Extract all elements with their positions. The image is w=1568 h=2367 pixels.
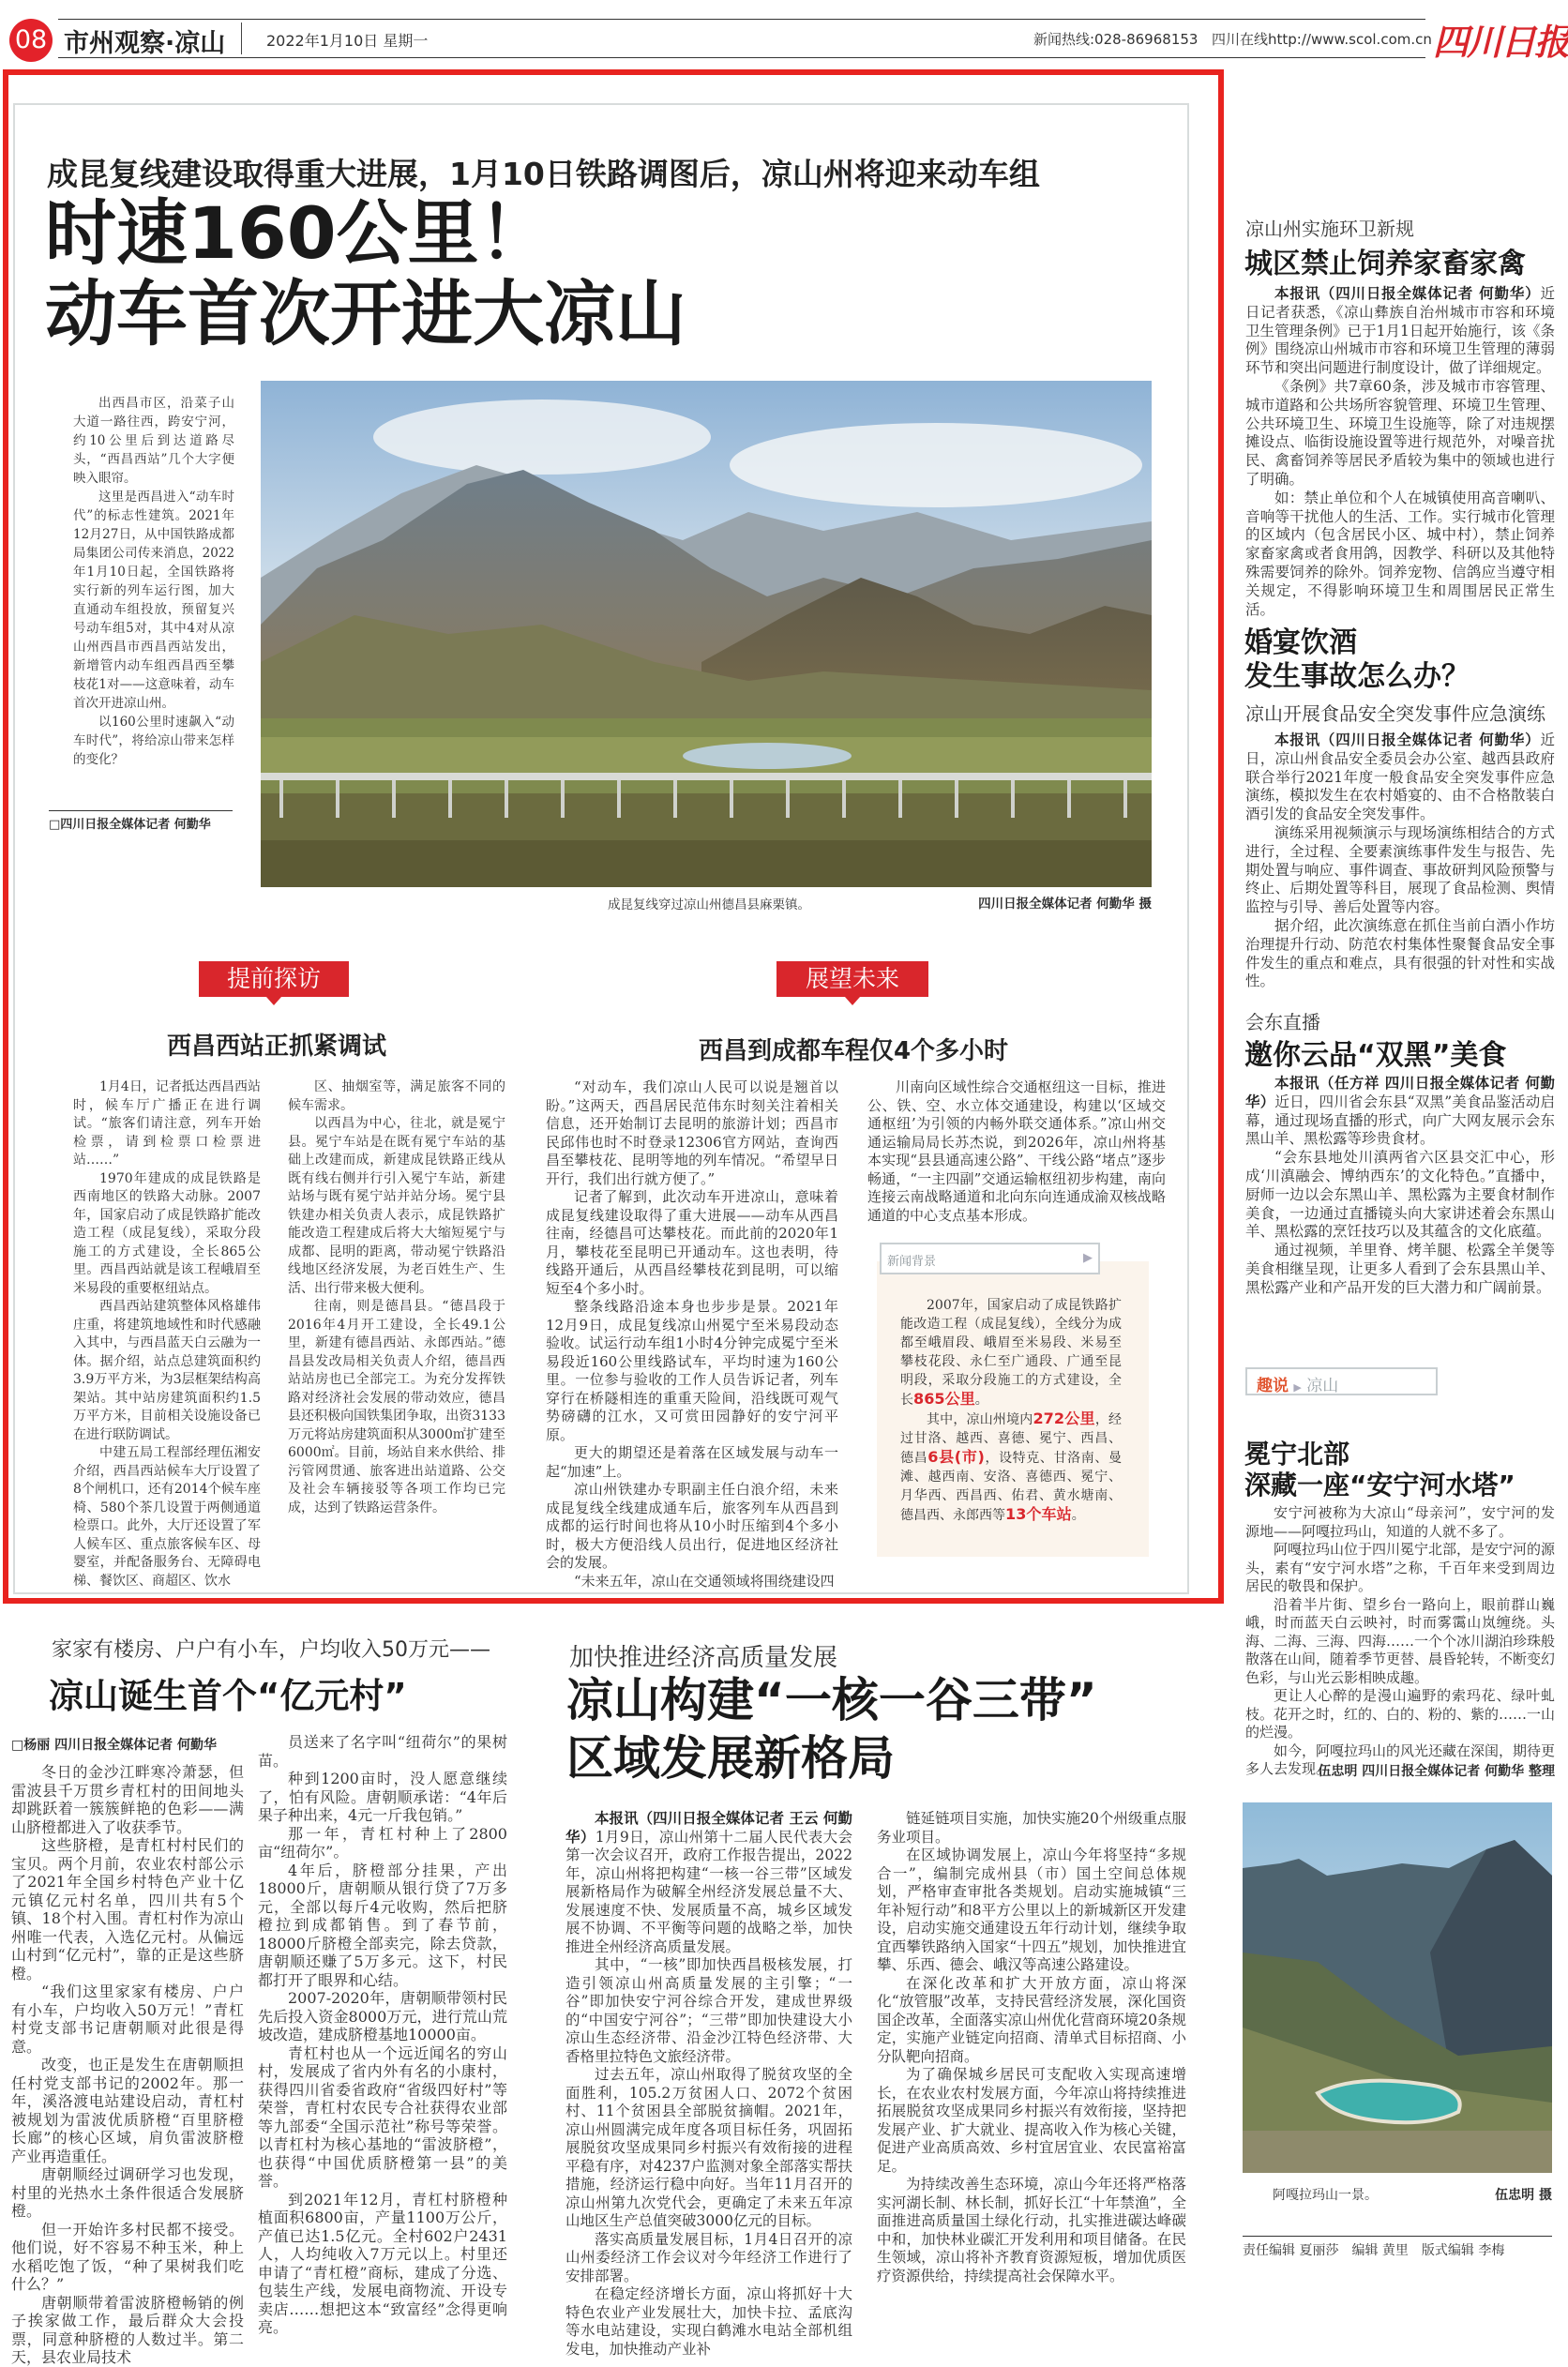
news-background-label-box	[880, 1243, 1100, 1274]
paragraph: 2007-2020年，唐朝顺带领村民先后投入资金8000万元，进行荒山荒坡改造，建成脐橙基地10000亩。	[258, 1989, 507, 2043]
column-tag-label: 趣说	[1257, 1377, 1289, 1395]
paragraph: 中建五局工程部经理伍湘安介绍，西昌西站候车大厅设置了8个闸机口，还有2014个候车座椅、580个茶几设置于两侧通道检票口。此外，大厅还设置了军人候车区、重点旅客候车区、母婴室，并配备服务台、无障碍电梯、餐饮区、商超区、饮水	[73, 1445, 261, 1589]
lead-story-title-line2: 动车首次开进大凉山	[45, 272, 686, 355]
paragraph: 其中，“一核”即加快西昌极核发展，打造引领凉山州高质量发展的主引擎；“一谷”即加快安宁河谷综合开发，建成世界级的“中国安宁河谷”；“三带”即加快建设大小凉山生态经济带、沿金沙江特色经济带、大香格里拉特色文旅经济带。	[565, 1956, 852, 2065]
sidebar-story2-title-line1: 婚宴饮酒	[1244, 626, 1357, 659]
economy-story-kicker: 加快推进经济高质量发展	[569, 1644, 838, 1672]
sidebar-story4-credit: 伍忠明 四川日报全媒体记者 何勤华 整理	[1318, 1764, 1555, 1779]
paragraph: 到2021年12月，青杠村脐橙种植面积6800亩，产量1100万公斤，产值已达1.5亿元。全村602户2431人，人均纯收入7万元以上。村里还申请了“青杠橙”商标，建成了分选、包装生产线，发展电商物流、开设专卖店……想把这本“致富经”念得更响亮。	[258, 2190, 507, 2336]
header-bottom-rule	[58, 57, 1425, 58]
sidebar-story2-body	[1245, 731, 1555, 990]
paragraph: 往南，则是德昌县。“德昌段于2016年4月开工建设，全长49.1公里，新建有德昌西站、永郎西站。”德昌县发改局相关负责人介绍，德昌西站站房也已全部完工。为充分发挥铁路对经济社会发展的带动效应，德昌县还积极向国铁集团争取，出资3133万元将站房建筑面积从3000㎡扩建至6000㎡。目前，场站自来水供给、排污管网贯通、旅客进出站道路、公交及社会车辆接驳等各项工作均已完成，达到了铁路运营条件。	[288, 1299, 505, 1515]
paragraph: 区、抽烟室等，满足旅客不同的候车需求。	[288, 1079, 505, 1113]
paragraph: “我们这里家家有楼房、户户有小车，户均收入50万元！”青杠村党支部书记唐朝顺对此很是得意。	[11, 1983, 244, 2056]
lake-photo-credit: 伍忠明 摄	[1495, 2188, 1552, 2203]
village-story-title: 凉山诞生首个“亿元村”	[49, 1676, 407, 1716]
text-segment: 其中，凉山州境内	[927, 1412, 1033, 1427]
text-segment: ，设特克、甘洛南、曼滩、越西南、安洛、喜德西、冕宁、月华西、西昌西、佑君、黄水塘南、德昌西、永郎西等	[900, 1451, 1123, 1523]
paragraph: 唐朝顺带着雷波脐橙畅销的例子挨家做工作，最后群众大会投票，同意种脐橙的人数过半。第二天，县农业局技术	[11, 2293, 244, 2366]
dateline: 本报讯（任方祥 四川日报全媒体记者 何勤华）	[1245, 1075, 1555, 1110]
paragraph: 但一开始许多村民都不接受。他们说，好不容易不种玉米，种上水稻吃饱了饭，“种了果树我们吃什么？”	[11, 2220, 244, 2293]
play-arrow-icon: ▶	[1293, 1381, 1302, 1394]
paragraph: 记者了解到，此次动车开进凉山，意味着成昆复线建设取得了重大进展——动车从西昌往南，经德昌可达攀枝花。而此前的2020年1月，攀枝花至昆明已开通动车。这也表明，待线路开通后，从西昌经攀枝花到昆明，可以缩短至4个多小时。	[546, 1188, 838, 1297]
paragraph: 落实高质量发展目标，1月4日召开的凉山州委经济工作会议对今年经济工作进行了安排部署。	[565, 2230, 852, 2284]
paragraph: 在稳定经济增长方面，凉山将抓好十大特色农业产业发展壮大，加快卡拉、孟底沟等水电站建设，实现白鹤滩水电站全部机组发电，加快推动产业补	[565, 2285, 852, 2358]
paragraph: 整条线路沿途本身也步步是景。2021年12月9日，成昆复线凉山州冕宁至米易段动态验收。试运行动车组1小时4分钟完成冕宁至米易段近160公里线路试车，平均时速为160公里。一位参与验收的工作人员告诉记者，列车穿行在桥隧相连的重重天险间，沿线既可观气势磅礴的江水，又可赏田园静好的安宁河平原。	[546, 1298, 838, 1443]
paragraph: 通过视频，羊里脊、烤羊腿、松露全羊煲等美食相继呈现，让更多人看到了会东县黑山羊、黑松露产业和产品开发的巨大潜力和广阔前景。	[1245, 1242, 1555, 1296]
paragraph: 西昌西站建筑整体风格雄伟庄重，将建筑地域性和时代感融入其中，与西昌蓝天白云融为一体。据介绍，站点总建筑面积约3.9万平方米，为3层框架结构高架站。其中站房建筑面积约1.5万平方米，目前相关设施设备已在进行联防调试。	[73, 1299, 261, 1442]
news-background-text	[900, 1296, 1122, 1540]
sidebar-story1-kicker: 凉山州实施环卫新规	[1245, 218, 1414, 240]
footer-rule	[1243, 2236, 1552, 2237]
text-segment: 近日，凉山州食品安全委员会办公室、越西县政府联合举行2021年度一般食品安全突发事件应急演练，模拟发生在农村婚宴的、由不合格散装白酒引发的食品安全突发事件。	[1245, 731, 1555, 823]
section1-column1	[73, 1078, 261, 1589]
editor-credits: 责任编辑 夏丽莎 编辑 黄里 版式编辑 李梅	[1243, 2243, 1505, 2258]
issue-date: 2022年1月10日 星期一	[266, 32, 429, 50]
sidebar-story4-title-line1: 冕宁北部	[1244, 1439, 1350, 1470]
mountain-lake-photo	[1243, 1802, 1552, 2173]
paragraph: 1970年建成的成昆铁路是西南地区的铁路大动脉。2007年，国家启动了成昆铁路扩能改造工程（成昆复线），采取分段施工的方式建设，全长865公里。西昌西站就是该工程峨眉至米易段的重要枢纽站点。	[73, 1170, 261, 1296]
paragraph: “对动车，我们凉山人民可以说是翘首以盼。”这两天，西昌居民范伟东时刻关注着相关信息，还开始制订去昆明的旅游计划；西昌市民邱伟也时不时登录12306官方网站，查询西昌至攀枝花、昆明等地的列车情况。“希望早日开行，我们出行就方便了。”	[546, 1078, 838, 1187]
newspaper-logo: 四川日报	[1433, 21, 1568, 63]
page-number-badge: 08	[9, 19, 53, 62]
text-segment: 。	[974, 1393, 988, 1408]
paragraph	[900, 1296, 1122, 1410]
text-segment: 2007年，国家启动了成昆铁路扩能改造工程（成昆复线），全线分为成都至峨眉段、峨眉至米易段、米易至攀枝花段、永仁至广通段、广通至昆明段，采取分段施工的方式建设，全长	[900, 1298, 1122, 1408]
text-segment: 近日记者获悉，《凉山彝族自治州城市市容和环境卫生管理条例》已于1月1日起开始施行，该《条例》围绕凉山州城市市容和环境卫生管理的薄弱环节和突出问题进行制度设计，做了详细规定。	[1245, 285, 1555, 377]
highlighted-figure: 6县(市)	[927, 1448, 985, 1466]
sidebar-story1-title: 城区禁止饲养家畜家禽	[1244, 248, 1526, 280]
paragraph: 冬日的金沙江畔寒冷萧瑟，但雷波县千万贯乡青杠村的田间地头却跳跃着一簇簇鲜艳的色彩——满山脐橙都进入了收获季节。	[11, 1763, 244, 1836]
paragraph: 凉山州铁建办专职副主任白浪介绍，未来成昆复线全线建成通车后，旅客列车从西昌到成都的运行时间也将从10小时压缩到4个多小时，极大方便沿线人员出行，促进地区经济社会的发展。	[546, 1481, 838, 1571]
village-story-kicker: 家家有楼房、户户有小车，户均收入50万元——	[52, 1638, 490, 1662]
section2-heading: 西昌到成都车程仅4个多小时	[698, 1037, 1009, 1065]
sidebar-story3-title: 邀你云品“双黑”美食	[1244, 1039, 1507, 1072]
text-segment: 。	[1071, 1508, 1085, 1523]
paragraph	[900, 1410, 1122, 1525]
paragraph: 演练采用视频演示与现场演练相结合的方式进行，全过程、全要素演练事件发生与报告、先期处置与响应、事件调查、事故研判风险预警与终止、后期处置等科目，展现了食品检测、舆情监控与引导、善后处置等内容。	[1245, 823, 1555, 916]
village-story-column1	[11, 1763, 244, 2366]
lake-photo-caption: 阿嘎拉玛山一景。	[1273, 2188, 1378, 2203]
paragraph: 这里是西昌进入“动车时代”的标志性建筑。2021年12月27日，从中国铁路成都局集团公司传来消息，2022年1月10日起，全国铁路将实行新的列车运行图，加大直通动车组投放，预留复兴号动车组5对，其中4对从凉山州西昌市西昌西站发出，新增管内动车组西昌西至攀枝花1对——这意味着，动车首次开进凉山州。	[73, 490, 234, 711]
photo-caption: 成昆复线穿过凉山州德昌县麻栗镇。	[608, 897, 810, 912]
lead-byline: □四川日报全媒体记者 何勤华	[49, 818, 211, 832]
paragraph: 在深化改革和扩大开放方面，凉山将深化“放管服”改革，支持民营经济发展，深化国资国企改革，全面落实凉山州优化营商环境20条规定，实施产业链定向招商、清单式目标招商、小分队靶向招商。	[877, 1974, 1186, 2065]
section2-column1	[546, 1078, 838, 1590]
paragraph: 4年后，脐橙部分挂果，产出18000斤，唐朝顺从银行贷了7万多元，全部以每斤4元收购，然后把脐橙拉到成都销售。到了春节前，18000斤脐橙全部卖完，除去贷款，唐朝顺还赚了5万多元。这下，村民都打开了眼界和心结。	[258, 1861, 507, 1989]
highlighted-figure: 13个车站	[1005, 1505, 1072, 1523]
sidebar-story2-title-line2: 发生事故怎么办？	[1244, 660, 1470, 693]
paragraph: 如今，阿嘎拉玛山的风光还藏在深闺，期待更多人去发现。	[1245, 1741, 1556, 1777]
paragraph	[1245, 731, 1555, 824]
paragraph: 更让人心醉的是漫山遍野的索玛花、绿叶虬枝。花开之时，红的、白的、粉的、紫的……一山的烂漫。	[1245, 1687, 1556, 1741]
section2-column2	[867, 1078, 1166, 1247]
paragraph: 川南向区域性综合交通枢纽这一目标，推进公、铁、空、水立体交通建设，构建以‘区域交通枢纽’为引领的内畅外联交通体系。”凉山州交通运输局局长苏杰说，到2026年，凉山州将基本实现“县县通高速公路”、干线公路“堵点”逐步畅通，“一主四副”交通运输枢纽初步构建，南向连接云南战略通道和北向东向连通成渝双核战略通道的中心支点基本形成。	[867, 1078, 1166, 1224]
paragraph: 出西昌市区，沿菜子山大道一路往西，跨安宁河，约10公里后到达道路尽头，“西昌西站”几个大字便映入眼帘。	[73, 396, 234, 486]
paragraph	[565, 1810, 852, 1956]
dateline: 本报讯（四川日报全媒体记者 何勤华）	[1274, 731, 1541, 748]
paragraph: 过去五年，凉山州取得了脱贫攻坚的全面胜利，105.2万贫困人口、2072个贫困村、11个贫困县全部脱贫摘帽。2021年，凉山州圆满完成年度各项目标任务，巩固拓展脱贫攻坚成果同乡村振兴有效衔接的进程平稳有序，对4237户监测对象全部落实帮扶措施，经济运行稳中向好。当年11月召开的凉山州第九次党代会，更确定了未来五年凉山地区生产总值突破3000亿元的目标。	[565, 2066, 852, 2229]
paragraph: 为了确保城乡居民可支配收入实现高速增长，在农业农村发展方面，今年凉山将持续推进拓展脱贫攻坚成果同乡村振兴有效衔接，坚持把发展产业、扩大就业、提高收入作为核心关键，促进产业高质高效、乡村宜居宜业、农民富裕富足。	[877, 2066, 1186, 2175]
paragraph: 唐朝顺经过调研学习也发现，村里的光热水土条件很适合发展脐橙。	[11, 2165, 244, 2220]
sidebar-story3-body	[1245, 1075, 1555, 1300]
highlighted-figure: 272公里	[1033, 1410, 1095, 1427]
economy-story-column2	[877, 1810, 1186, 2284]
paragraph: 为持续改善生态环境，凉山今年还将严格落实河湖长制、林长制，抓好长江“十年禁渔”，全面推进高质量国土绿化行动，扎实推进碳达峰碳中和，加快林业碳汇开发利用和项目储备。在民生领域，凉山将补齐教育资源短板，增加优质医疗资源供给，持续提高社会保障水平。	[877, 2176, 1186, 2284]
text-segment: 1月9日，凉山州第十二届人民代表大会第一次会议召开，政府工作报告提出，2022年，凉山州将把构建“一核一谷三带”区域发展新格局作为破解全州经济发展总量不大、发展速度不快、发展质量不高，城乡区域发展不协调、不平衡等问题的战略之举，加快推进全州经济高质量发展。	[565, 1828, 852, 1955]
economy-story-title-line1: 凉山构建“一核一谷三带”	[566, 1673, 1097, 1727]
sidebar-story2-kicker: 凉山开展食品安全突发事件应急演练	[1245, 702, 1545, 725]
village-story-byline: □杨丽 四川日报全媒体记者 何勤华	[11, 1738, 217, 1753]
news-background-label: 新闻背景	[887, 1255, 937, 1269]
photo-credit: 四川日报全媒体记者 何勤华 摄	[978, 897, 1152, 912]
village-story-column2	[258, 1733, 507, 2336]
paragraph: 1月4日，记者抵达西昌西站时，候车厅广播正在进行调试。“旅客们请注意，列车开始检票，请到检票口检票进站……”	[73, 1079, 261, 1168]
section1-heading: 西昌西站正抓紧调试	[166, 1033, 386, 1061]
dateline: 本报讯（四川日报全媒体记者 王云 何勤华）	[565, 1810, 852, 1846]
column-tag-box	[1245, 1367, 1438, 1395]
railway-landscape-photo	[261, 381, 1152, 887]
paragraph: “会东县地处川滇两省六区县交汇中心，形成‘川滇融会、博纳西东’的文化特色。”直播中，厨师一边以会东黑山羊、黑松露为主要食材制作美食，一边通过直播镜头向大家讲述着会东黑山羊、黑松露的烹饪技巧以及其蕴含的文化底蕴。	[1245, 1149, 1555, 1241]
play-arrow-icon: ▶	[1083, 1251, 1093, 1265]
header-divider	[241, 23, 242, 54]
paragraph: 《条例》共7章60条，涉及城市市容管理、城市道路和公共场所容貌管理、环境卫生管理、公共环境卫生、环境卫生设施等，除了对违规摆摊设点、临街设施设置等进行规范外，对噪音扰民、禽畜饲养等居民矛盾较为集中的领域也进行了明确。	[1245, 377, 1555, 488]
column-tag-place: 凉山	[1306, 1377, 1339, 1395]
paragraph: 以西昌为中心，往北，就是冕宁县。冕宁车站是在既有冕宁车站的基础上改建而成，新建成昆铁路正线从既有线右侧并行引入冕宁车站，新建站场与既有冕宁站并站分场。冕宁县铁建办相关负责人表示，成昆铁路扩能改造工程建成后将大大缩短冕宁与成都、昆明的距离，带动冕宁铁路沿线地区经济发展，为老百姓生产、生活、出行带来极大便利。	[288, 1116, 505, 1296]
paragraph	[1245, 285, 1555, 378]
sidebar-story3-kicker: 会东直播	[1245, 1011, 1320, 1033]
paragraph: 安宁河被称为大凉山“母亲河”，安宁河的发源地——阿嘎拉玛山，知道的人就不多了。	[1245, 1504, 1555, 1540]
paragraph: 阿嘎拉玛山位于四川冕宁北部，是安宁河的源头，素有“安宁河水塔”之称，千百年来受到周边居民的敬畏和保护。	[1245, 1541, 1556, 1594]
paragraph: “未来五年，凉山在交通领域将围绕建设四	[574, 1572, 835, 1590]
paragraph: 以160公里时速飙入“动车时代”，将给凉山带来怎样的变化？	[73, 715, 234, 767]
lead-intro	[73, 394, 234, 797]
section-tag-preview: 提前探访	[199, 961, 349, 997]
paragraph: 改变，也正是发生在唐朝顺担任村党支部书记的2002年。那一年，溪洛渡电站建设启动，青杠村被规划为雷波优质脐橙“百里脐橙长廊”的核心区域，肩负雷波脐橙产业再造重任。	[11, 2056, 244, 2165]
text-segment: ，经过甘洛、越西、喜德、冕宁、西昌、德昌	[900, 1412, 1122, 1466]
lead-story-title-line1: 时速160公里！	[45, 191, 550, 275]
section-tag-outlook: 展望未来	[776, 961, 928, 997]
paragraph: 员送来了名字叫“纽荷尔”的果树苗。	[258, 1733, 507, 1770]
economy-story-title-line2: 区域发展新格局	[566, 1731, 895, 1786]
section1-column2	[288, 1078, 505, 1559]
paragraph: 种到1200亩时，没人愿意继续了，怕有风险。唐朝顺承诺：“4年后果子种出来，4元一斤我包销。”	[258, 1770, 507, 1824]
paragraph: 这些脐橙，是青杠村村民们的宝贝。两个月前，农业农村部公示了2021年全国乡村特色产业十亿元镇亿元村名单，四川共有5个镇、18个村入围。青杠村作为凉山州唯一代表，入选亿元村。从偏远山村到“亿元村”，靠的正是这些脐橙。	[11, 1836, 244, 1983]
paragraph: 更大的期望还是着落在区域发展与动车一起“加速”上。	[546, 1444, 838, 1480]
paragraph: 如：禁止单位和个人在城镇使用高音喇叭、音响等干扰他人的生活、工作。实行城市化管理的区域内（包含居民小区、城中村），禁止饲养家畜家禽或者食用鸽，因教学、科研以及其他特殊需要饲养的除外。饲养宠物、信鸽应当遵守相关规定，不得影响环境卫生和周围居民正常生活。	[1245, 489, 1555, 618]
section-name: 市州观察·凉山	[64, 29, 226, 58]
website-link[interactable]: 四川在线http://www.scol.com.cn	[1212, 31, 1432, 48]
intro-byline-rule	[49, 810, 233, 811]
sidebar-story4-title-line2: 深藏一座“安宁河水塔”	[1244, 1470, 1515, 1500]
paragraph: 据介绍，此次演练意在抓住当前白酒小作坊治理提升行动、防范农村集体性聚餐食品安全事件发生的重点和难点，具有很强的针对性和实战性。	[1245, 916, 1555, 990]
highlighted-figure: 865公里	[913, 1390, 975, 1408]
paragraph: 青杠村也从一个远近闻名的穷山村，发展成了省内外有名的小康村，获得四川省委省政府“省级四好村”等荣誉，青杠村农民专合社获得农业部等九部委“全国示范社”称号等荣誉。以青杠村为核心基地的“雷波脐橙”，也获得“中国优质脐橙第一县”的美誉。	[258, 2043, 507, 2190]
paragraph	[1245, 1075, 1555, 1149]
lead-story-kicker: 成昆复线建设取得重大进展，1月10日铁路调图后，凉山州将迎来动车组	[47, 156, 1040, 192]
paragraph: 那一年，青杠村种上了2800亩“纽荷尔”。	[258, 1824, 507, 1861]
header-top-rule	[58, 19, 1425, 20]
sidebar-story1-body	[1245, 285, 1555, 618]
news-hotline: 新闻热线:028-86968153	[1033, 31, 1199, 48]
text-segment: 近日，四川省会东县“双黑”美食品鉴活动启幕，通过现场直播的形式，向广大网友展示会东黑山羊、黑松露等珍贵食材。	[1245, 1093, 1555, 1148]
dateline: 本报讯（四川日报全媒体记者 何勤华）	[1274, 285, 1541, 302]
paragraph: 沿着半片街、望乡台一路向上，眼前群山巍峨，时而蓝天白云映衬，时而雾霭山岚缠绕。头海、二海、三海、四海……一个个冰川湖泊珍珠般散落在山间，随着季节更替、晨昏轮转，不断变幻色彩，与山光云影相映成趣。	[1245, 1595, 1556, 1686]
paragraph: 在区域协调发展上，凉山今年将坚持“多规合一”，编制完成州县（市）国土空间总体规划，严格审查审批各类规划。启动实施城镇“三年补短行动”和8平方公里以上的新城新区开发建设，启动实施交通建设五年行动计划，继续争取宜西攀铁路纳入国家“十四五”规划，加快推进宜攀、乐西、德会、峨汉等高速公路建设。	[877, 1847, 1186, 1973]
paragraph: 链延链项目实施，加快实施20个州级重点服务业项目。	[877, 1810, 1186, 1846]
economy-story-column1	[565, 1810, 852, 2358]
